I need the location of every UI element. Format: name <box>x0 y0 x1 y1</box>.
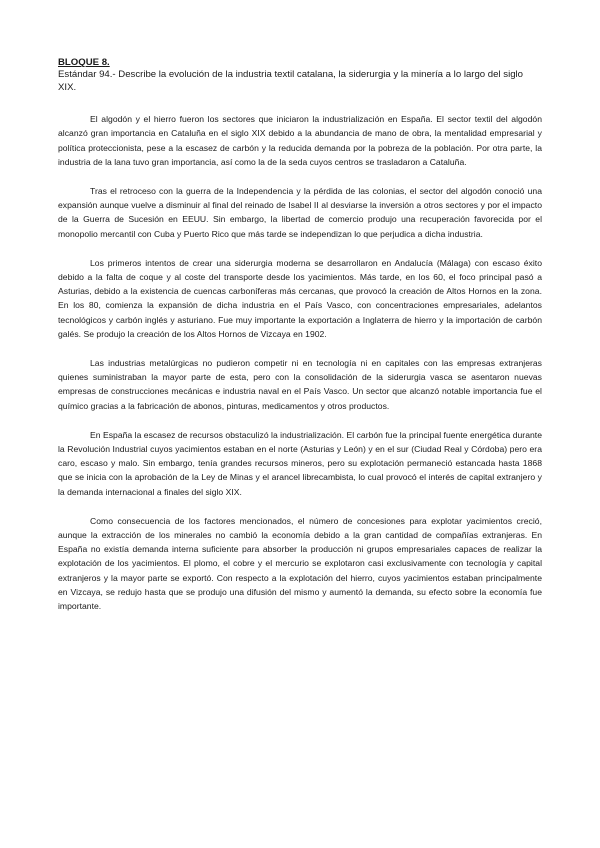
paragraph-textile-cotton: El algodón y el hierro fueron los sectores que iniciaron la industrialización en España. El sector textil del algodón alcanzó gran importancia en Cataluña en el siglo XIX debido a la abundancia de mano de obra, la mentalidad empresarial y política proteccionista, pese a la escasez de carbón y la reducida demanda por la pobreza de la población. Por otra parte, la industria de la lana tuvo gran importancia, así como la de la seda cuyos centros se trasladaron a Cataluña. <box>58 114 542 167</box>
paragraph-mining-resources: En España la escasez de recursos obstaculizó la industrialización. El carbón fue la principal fuente energética durante la Revolución Industrial cuyos yacimientos estaban en el norte (Asturias y León) y en el sur (Ciudad Real y Córdoba) pero era caro, escaso y malo. Sin embargo, tenía grandes recursos mineros, pero su explotación permaneció estancada hasta 1868 que se inicia con la aprobación de la Ley de Minas y el arancel librecambista, lo cual provocó el interés de capital extranjero y la demanda internacional a finales del siglo XIX. <box>58 429 542 497</box>
paragraph-steel-industry: Los primeros intentos de crear una siderurgia moderna se desarrollaron en Andalucía (Málaga) con escaso éxito debido a la falta de coque y al coste del transporte desde los yacimientos. Más tarde, en los 60, el foco principal pasó a Asturias, debido a la existencia de cuencas carboníferas más cercanas, que provocó la creación de Altos Hornos en la zona. En los 80, comienza la expansión de dicha industria en el País Vasco, con concentraciones empresariales, adelantos tecnológicos y carbón inglés y asturiano. Fue muy importante la exportación a Inglaterra de hierro y la importación de carbón galés. Se produjo la creación de los Altos Hornos de Vizcaya en 1902. <box>58 257 542 339</box>
standard-heading: Estándar 94.- Describe la evolución de la industria textil catalana, la siderurgia y la minería a lo largo del siglo XIX. <box>58 69 524 93</box>
paragraph-cotton-expansion: Tras el retroceso con la guerra de la Independencia y la pérdida de las colonias, el sector del algodón conoció una expansión aunque vuelve a disminuir al final del reinado de Isabel II al desviarse la inversión a otros sectores y por el impacto de la Guerra de Sucesión en EEUU. Sin embargo, la libertad de comercio produjo una recuperación favorecida por el monopolio mercantil con Cuba y Puerto Rico que más tarde se independizan lo que perjudica a dicha industria. <box>58 186 542 239</box>
document-page <box>58 57 542 628</box>
block-title: BLOQUE 8. <box>58 57 110 68</box>
paragraph-mining-consequences: Como consecuencia de los factores mencionados, el número de concesiones para explotar yacimientos creció, aunque la extracción de los minerales no cambió la economía debido a la gran cantidad de compañías extranjeras. En España no existía demanda interna suficiente para absorber la producción ni grupos empresariales capaces de realizar la explotación de los yacimientos. El plomo, el cobre y el mercurio se explotaron casi exclusivamente con tecnología y capital extranjeros y la mayor parte se exportó. Con respecto a la explotación del hierro, cuyos yacimientos estaban principalmente en Vizcaya, se redujo hasta que se produjo una difusión del mismo y aumentó la demanda, su efecto sobre la economía fue importante. <box>58 515 542 612</box>
paragraph-metallurgy: Las industrias metalúrgicas no pudieron competir ni en tecnología ni en capitales con las empresas extranjeras quienes suministraban la mayor parte de esta, pero con la consolidación de la siderurgia vasca se asentaron nuevas empresas de construcciones mecánicas e industria naval en el País Vasco. Un sector que alcanzó notable importancia fue el químico gracias a la fabricación de abonos, pinturas, medicamentos y otros productos. <box>58 358 542 411</box>
